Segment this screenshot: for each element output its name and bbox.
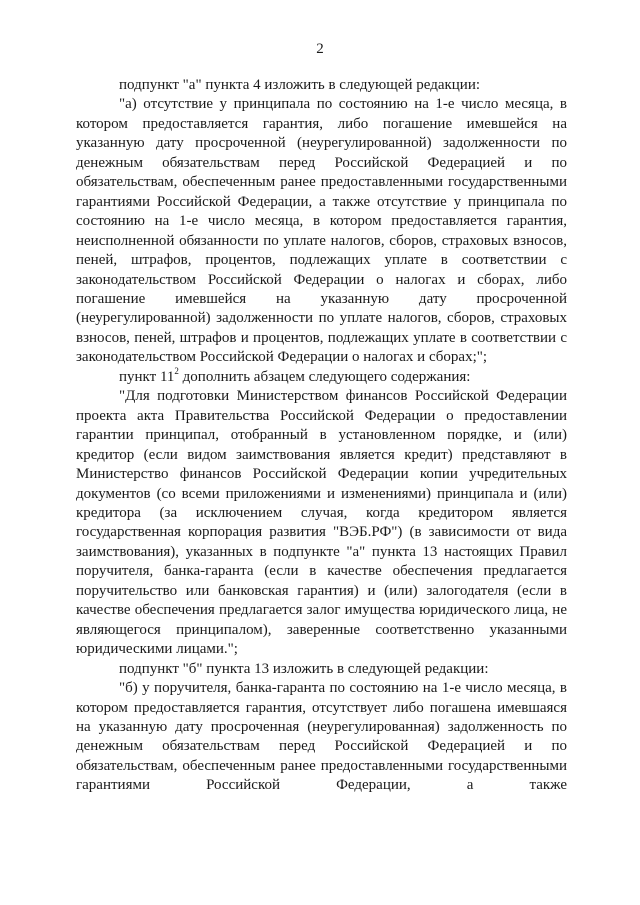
paragraph-subpoint-a-text: "а) отсутствие у принципала по состоянию на 1-е число месяца, в котором предоставляется гарантия, либо погашение имевшейся на указанную дату просроченной (неурегулированной) задолженности по денежным обязательствам перед Российской Федерацией и по обязательствам, обеспеченным ранее предоставленными государственными гарантиями Российской Федерации, а также отсутствие у принципала по состоянию на 1-е число месяца, в котором предоставляется гарантия, неисполненной обязанности по уплате налогов, сборов, страховых взносов, пеней, штрафов, процентов, подлежащих уплате в соответствии с законодательством Российской Федерации о налогах и сборах, либо погашение имевшейся на указанную дату просроченной (неурегулированной) задолженности по уплате налогов, сборов, страховых взносов, пеней, штрафов и процентов, подлежащих уплате в соответствии с законодательством Российской Федерации о налогах и сборах;"; [76, 96, 567, 366]
paragraph-amend-subpoint-a: подпункт "а" пункта 4 изложить в следующей редакции: [119, 77, 481, 93]
paragraph-amend-subpoint-b: подпункт "б" пункта 13 изложить в следующей редакции: [119, 660, 489, 677]
document-body [76, 76, 567, 796]
paragraph-subpoint-b-text: "б) у поручителя, банка-гаранта по состоянию на 1-е число месяца, в котором предоставляется гарантия, отсутствует либо погашена имевшаяся на указанную дату просроченная (неурегулированная) задолженность по денежным обязательствам перед Российской Федерацией и по обязательствам, обеспеченным ранее предоставленными государственными гарантиями Российской Федерации, а также [76, 680, 567, 794]
paragraph-amend-point-11-2 [76, 365, 567, 387]
paragraph-text-after: дополнить абзацем следующего содержания: [178, 368, 471, 385]
page-number: 2 [316, 41, 324, 57]
paragraph-text-before: пункт 11 [119, 368, 175, 385]
superscript-2: 2 [174, 365, 179, 376]
paragraph-new-paragraph-text: "Для подготовки Министерством финансов Российской Федерации проекта акта Правительства Российской Федерации о предоставлении гарантии принципал, отобранный в установленном порядке, и (или) кредитор (если видом заимствования является кредит) представляют в Министерство финансов Российской Федерации копии учредительных документов (со всеми приложениями и изменениями) принципала и (или) кредитора (за исключением случая, когда кредитором является государственная корпорация развития "ВЭБ.РФ") (в зависимости от вида заимствования), указанных в подпункте "а" пункта 13 настоящих Правил поручителя, банка-гаранта (если в качестве обеспечения предлагается поручительство или банковская гарантия) и (или) залогодателя (если в качестве обеспечения предлагается залог имущества юридического лица, не являющегося принципалом), заверенные соответственно указанными юридическими лицами."; [76, 388, 567, 658]
